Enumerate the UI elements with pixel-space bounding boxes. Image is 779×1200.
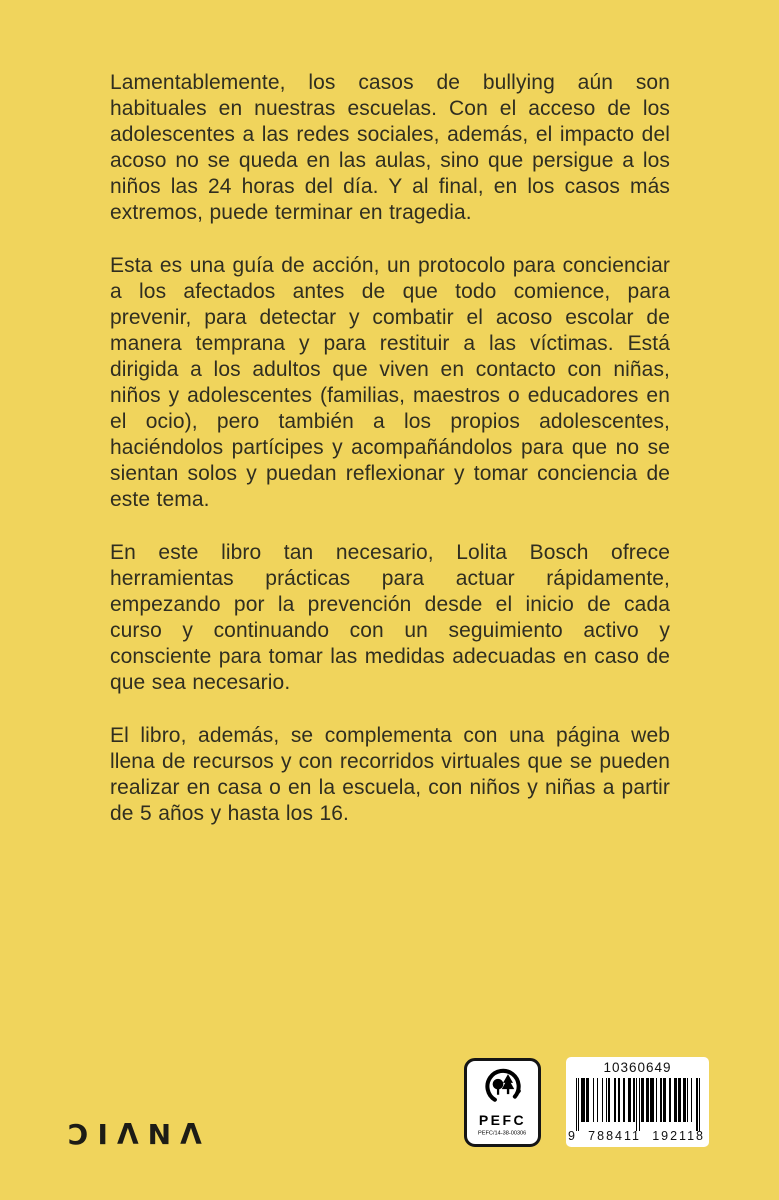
ean-digit-group-3: 192118 (652, 1129, 705, 1143)
ean-digit-group-2: 788411 (588, 1129, 641, 1143)
cover-paragraph-3: En este libro tan necesario, Lolita Bosch ofrece herramientas prácticas para actuar rápidamente, empezando por la prevención desde el inicio de cada curso y continuando con un seguimiento activo y consciente para tomar las medidas adecuadas en caso de que sea necesario. (110, 541, 670, 694)
barcode-bars (576, 1078, 700, 1131)
pefc-wordmark: PEFC (478, 1112, 527, 1128)
barcode-sticker (566, 1057, 709, 1147)
barcode-top-number: 10360649 (603, 1060, 672, 1075)
publisher-logo-diana: ƆIΛNΛ (68, 1118, 211, 1151)
pefc-license-code: PEFC/14-38-00306 (478, 1130, 527, 1137)
back-cover-text (110, 70, 670, 854)
cover-paragraph-1: Lamentablemente, los casos de bullying aún son habituales en nuestras escuelas. Con el acceso de los adolescentes a las redes sociales, además, el impacto del acoso no se queda en las aulas, sino que persigue a los niños las 24 horas del día. Y al final, en los casos más extremos, puede terminar en tragedia. (110, 71, 670, 224)
pefc-trees-icon (482, 1066, 524, 1111)
ean-digit-group-1: 9 (568, 1129, 577, 1143)
cover-paragraph-2: Esta es una guía de acción, un protocolo para concienciar a los afectados antes de que todo comience, para prevenir, para detectar y combatir el acoso escolar de manera temprana y para restituir a las víctimas. Está dirigida a los adultos que viven en contacto con niñas, niños y adolescentes (familias, maestros o educadores en el ocio), pero también a los propios adolescentes, haciéndolos partícipes y acompañándolos para que no se sientan solos y puedan reflexionar y tomar conciencia de este tema. (110, 254, 670, 511)
barcode-ean-digits (568, 1129, 705, 1143)
pefc-certification-label (464, 1058, 541, 1147)
cover-paragraph-4: El libro, además, se complementa con una página web llena de recursos y con recorridos virtuales que se pueden realizar en casa o en la escuela, con niños y niñas a partir de 5 años y hasta los 16. (110, 724, 670, 825)
